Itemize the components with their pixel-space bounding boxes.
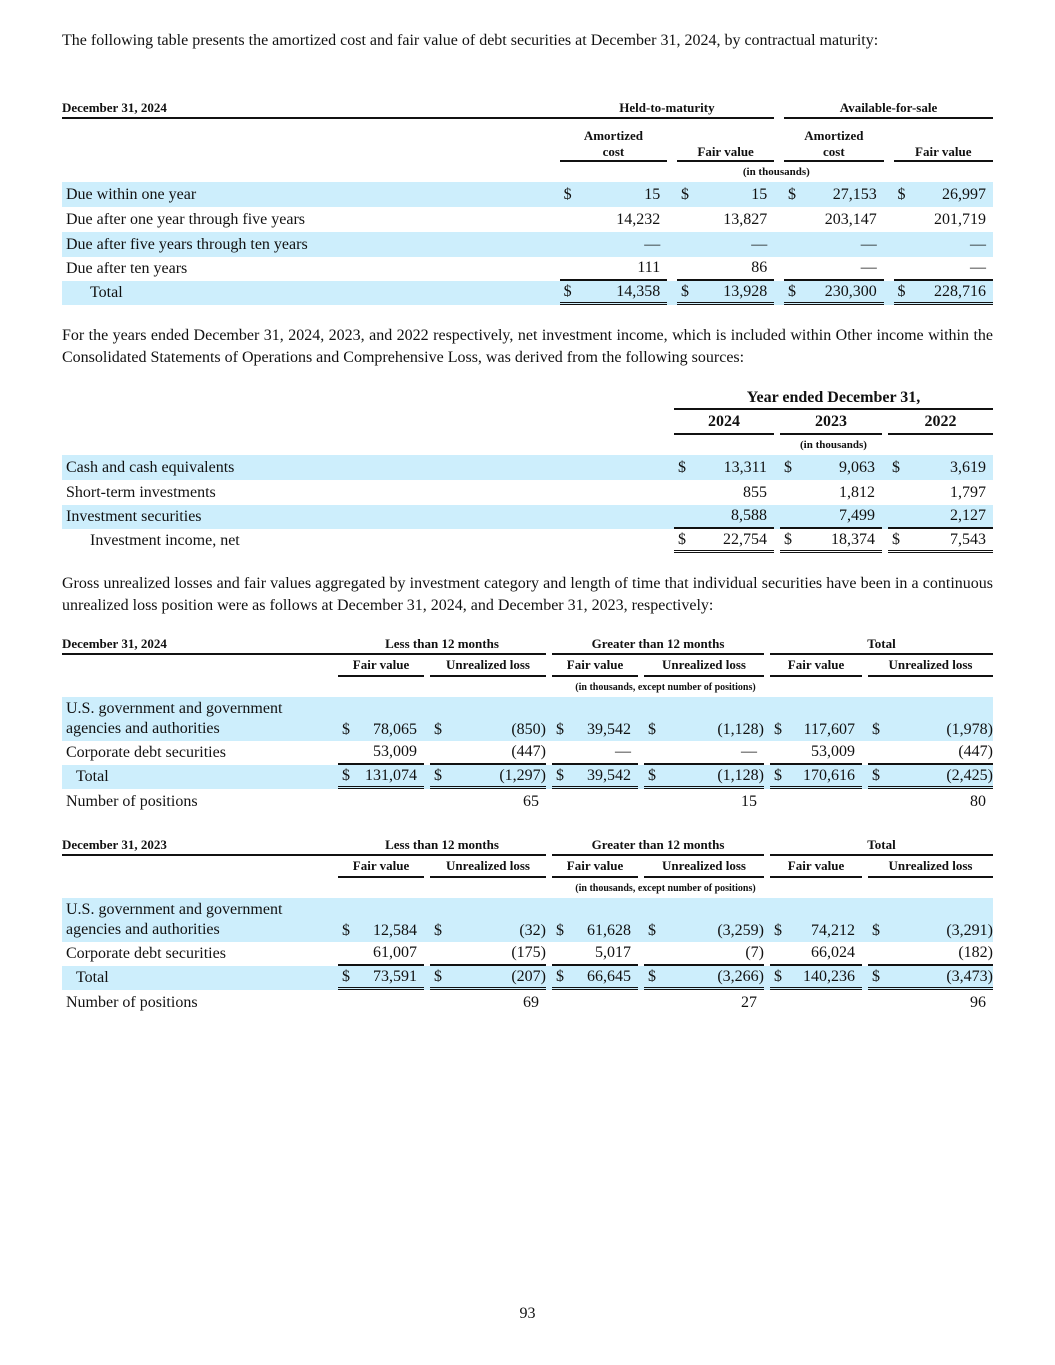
table-row: Corporate debt securities 61,007 (175) 5,017 (7) 66,024 (182) bbox=[62, 942, 993, 966]
table-row: Corporate debt securities 53,009 (447) — — 53,009 (447) bbox=[62, 741, 993, 765]
maturity-table bbox=[62, 98, 993, 305]
column-header: Unrealized loss bbox=[430, 655, 546, 677]
table-row: Due within one year $ 15 $ 15 $ 27,153 $ 26,997 bbox=[62, 182, 993, 207]
intro-investment-income: For the years ended December 31, 2024, 2023, and 2022 respectively, net investment income, which is included within Other income within the Consolidated Statements of Operations and Comprehensive Loss, was derived from the following sources: bbox=[62, 327, 993, 366]
table-row: U.S. government and government agencies and authorities $ 12,584 $ (32) $ 61,628 $ (3,259) $ 74,212 $ (3,291) bbox=[62, 898, 993, 942]
group-header: Total bbox=[770, 635, 993, 655]
column-header: Amortized cost bbox=[784, 119, 884, 162]
column-header: Fair value bbox=[770, 655, 862, 677]
group-header: Greater than 12 months bbox=[552, 836, 764, 856]
group-header: Less than 12 months bbox=[338, 836, 546, 856]
group-header: Available-for-sale bbox=[784, 98, 993, 119]
unrealized-loss-table-2023 bbox=[62, 836, 993, 1016]
intro-maturity: The following table presents the amortized cost and fair value of debt securities at December 31, 2024, by contractual maturity: bbox=[62, 32, 879, 49]
total-row: Total $ 73,591 $ (207) $ 66,645 $ (3,266) $ 140,236 $ (3,473) bbox=[62, 966, 993, 990]
column-header: 2024 bbox=[674, 410, 774, 435]
table-title: December 31, 2024 bbox=[62, 98, 550, 119]
total-row: Investment income, net $ 22,754 $ 18,374 $ 7,543 bbox=[62, 529, 993, 553]
investment-income-table bbox=[62, 388, 993, 553]
table-row: Due after five years through ten years — — — — bbox=[62, 232, 993, 257]
column-header: 2022 bbox=[888, 410, 993, 435]
column-header: Unrealized loss bbox=[430, 856, 546, 878]
table-row: Due after one year through five years 14,232 13,827 203,147 201,719 bbox=[66, 210, 986, 228]
table-title: December 31, 2023 bbox=[62, 836, 332, 856]
column-header: Fair value bbox=[552, 655, 638, 677]
units-label: (in thousands) bbox=[800, 439, 867, 451]
column-header: Unrealized loss bbox=[868, 856, 993, 878]
column-header: Amortized cost bbox=[560, 119, 668, 162]
units-label: (in thousands) bbox=[742, 166, 810, 178]
unrealized-loss-table-2024 bbox=[62, 635, 993, 815]
intro-unrealized-losses: Gross unrealized losses and fair values aggregated by investment category and length of time that individual securities have been in a continuous unrealized loss position were as follows at December 31, 2024, and December 31, 2023, respectively: bbox=[62, 575, 993, 614]
total-row: Total $ 131,074 $ (1,297) $ 39,542 $ (1,128) $ 170,616 $ (2,425) bbox=[62, 765, 993, 789]
units-label: (in thousands, except number of positions) bbox=[575, 681, 756, 693]
column-header: Fair value bbox=[552, 856, 638, 878]
group-header: Total bbox=[770, 836, 993, 856]
column-header: Fair value bbox=[338, 856, 424, 878]
page-number: 93 bbox=[519, 1305, 536, 1322]
column-header: Fair value bbox=[894, 119, 993, 162]
units-label: (in thousands, except number of positions) bbox=[575, 882, 756, 894]
group-header: Year ended December 31, bbox=[674, 388, 993, 410]
table-row: U.S. government and government agencies and authorities $ 78,065 $ (850) $ 39,542 $ (1,128) $ 117,607 $ (1,978) bbox=[62, 697, 993, 741]
group-header: Greater than 12 months bbox=[552, 635, 764, 655]
column-header: Fair value bbox=[770, 856, 862, 878]
table-row: Due after ten years 111 86 — — bbox=[62, 257, 993, 281]
table-row: Cash and cash equivalents $ 13,311 $ 9,063 $ 3,619 bbox=[62, 455, 993, 480]
column-header: Unrealized loss bbox=[644, 655, 764, 677]
column-header: Unrealized loss bbox=[644, 856, 764, 878]
table-row: Investment securities 8,588 7,499 2,127 bbox=[62, 505, 993, 529]
table-row: Number of positions 69 27 96 bbox=[66, 994, 986, 1011]
column-header: Unrealized loss bbox=[868, 655, 993, 677]
column-header: 2023 bbox=[780, 410, 882, 435]
total-row: Total $ 14,358 $ 13,928 $ 230,300 $ 228,716 bbox=[62, 281, 993, 305]
group-header: Less than 12 months bbox=[338, 635, 546, 655]
column-header: Fair value bbox=[338, 655, 424, 677]
table-title: December 31, 2024 bbox=[62, 635, 332, 655]
table-row: Number of positions 65 15 80 bbox=[66, 793, 986, 810]
column-header: Fair value bbox=[677, 119, 774, 162]
group-header: Held-to-maturity bbox=[560, 98, 775, 119]
table-row: Short-term investments 855 1,812 1,797 bbox=[66, 483, 986, 501]
